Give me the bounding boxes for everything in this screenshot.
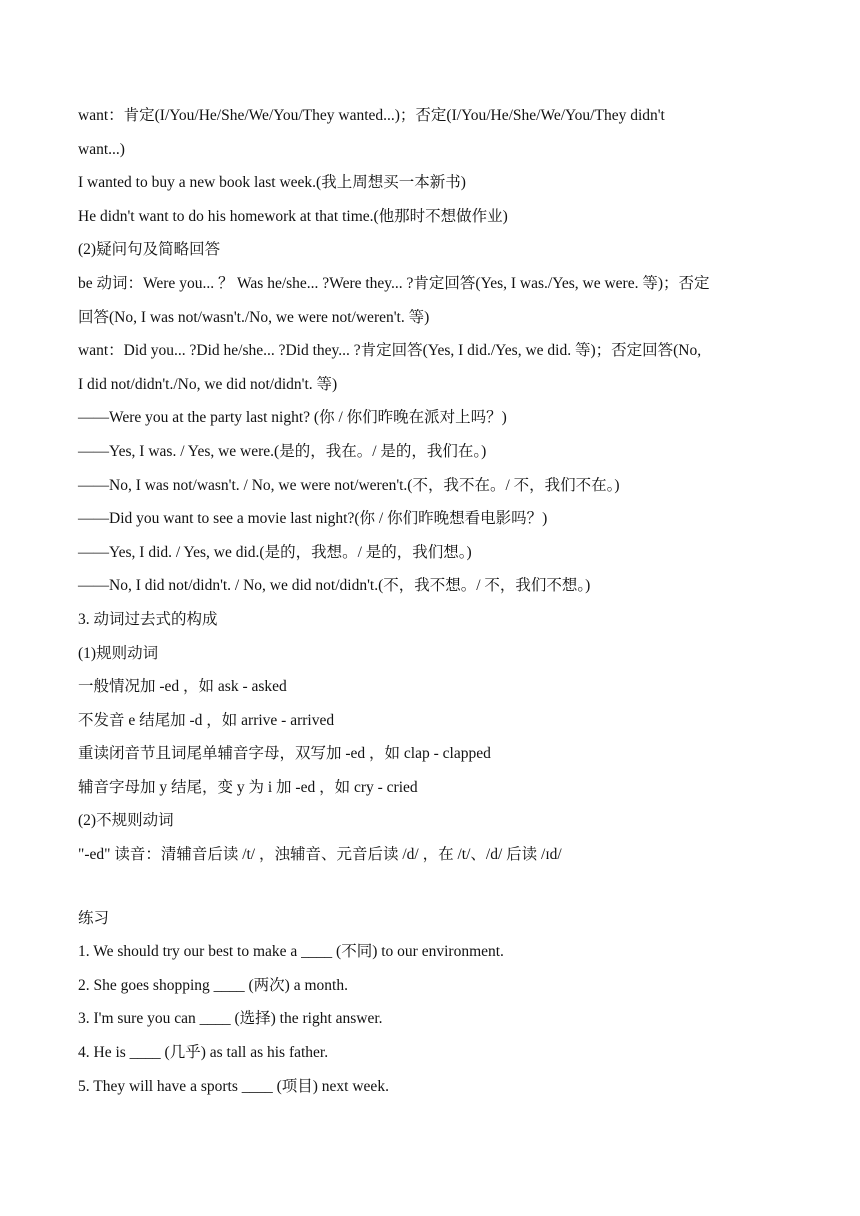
want-questions-line2: I did not/didn't./No, we did not/didn't. 等) bbox=[78, 375, 338, 393]
regular-rule: 不发音 e 结尾加 -d ，如 arrive - arrived bbox=[78, 711, 335, 729]
practice-title: 练习 bbox=[78, 909, 110, 927]
dialogue-line: ——Did you want to see a movie last night?(你 / 你们昨晚想看电影吗？) bbox=[78, 510, 548, 528]
practice-item: 1. We should try our best to make a ____ (不同) to our environment. bbox=[78, 943, 504, 961]
dialogue-line: ——Were you at the party last night? (你 / 你们昨晚在派对上吗？) bbox=[78, 409, 507, 427]
practice-item: 4. He is ____ (几乎) as tall as his father. bbox=[78, 1044, 329, 1062]
be-questions-line1: be 动词：Were you... ？ Was he/she... ?Were they... ?肯定回答(Yes, I was./Yes, we were. 等)；否定 bbox=[78, 274, 710, 292]
want-questions-line1: want：Did you... ?Did he/she... ?Did they... ?肯定回答(Yes, I did./Yes, we did. 等)；否定回答(No, bbox=[78, 342, 702, 360]
heading-formation: 3. 动词过去式的构成 bbox=[78, 610, 218, 628]
section-gap bbox=[78, 872, 788, 902]
document-page bbox=[78, 99, 788, 1103]
regular-rule: 辅音字母加 y 结尾，变 y 为 i 加 -ed ，如 cry - cried bbox=[78, 778, 418, 796]
be-questions-line2: 回答(No, I was not/wasn't./No, we were not/weren't. 等) bbox=[78, 308, 430, 326]
want-statement-line2: want...) bbox=[78, 140, 125, 158]
dialogue-line: ——No, I was not/wasn't. / No, we were not/weren't.(不，我不在。/ 不，我们不在。) bbox=[78, 476, 620, 494]
heading-regular: (1)规则动词 bbox=[78, 644, 159, 662]
dialogue-line: ——No, I did not/didn't. / No, we did not/didn't.(不，我不想。/ 不，我们不想。) bbox=[78, 577, 591, 595]
dialogue-line: ——Yes, I was. / Yes, we were.(是的，我在。/ 是的，我们在。) bbox=[78, 442, 487, 460]
dialogue-line: ——Yes, I did. / Yes, we did.(是的，我想。/ 是的，我们想。) bbox=[78, 543, 472, 561]
pronunciation-rule: "-ed" 读音：清辅音后读 /t/ ，浊辅音、元音后读 /d/ ，在 /t/、/d/ 后读 /ɪd/ bbox=[78, 846, 562, 864]
regular-rule: 重读闭音节且词尾单辅音字母，双写加 -ed ，如 clap - clapped bbox=[78, 745, 491, 763]
regular-rule: 一般情况加 -ed ，如 ask - asked bbox=[78, 678, 287, 696]
heading-questions: (2)疑问句及简略回答 bbox=[78, 241, 221, 259]
example-wanted: I wanted to buy a new book last week.(我上周想买一本新书) bbox=[78, 174, 466, 192]
practice-item: 5. They will have a sports ____ (项目) next week. bbox=[78, 1077, 389, 1095]
practice-item: 2. She goes shopping ____ (两次) a month. bbox=[78, 976, 348, 994]
want-statement-line1: want：肯定(I/You/He/She/We/You/They wanted...)；否定(I/You/He/She/We/You/They didn't bbox=[78, 107, 665, 124]
practice-item: 3. I'm sure you can ____ (选择) the right answer. bbox=[78, 1010, 383, 1028]
heading-irregular: (2)不规则动词 bbox=[78, 812, 174, 830]
example-didnt-want: He didn't want to do his homework at that time.(他那时不想做作业) bbox=[78, 207, 508, 225]
